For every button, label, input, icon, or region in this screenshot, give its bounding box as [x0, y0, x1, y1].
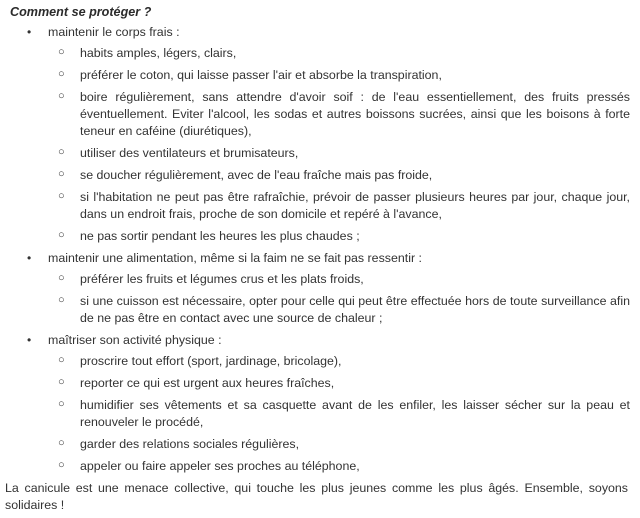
sub-bullet-icon: ○	[58, 272, 65, 284]
list-item	[47, 271, 630, 288]
sub-list	[48, 45, 630, 245]
advice-section	[10, 250, 630, 327]
list-item-text: reporter ce qui est urgent aux heures fraîches,	[80, 376, 335, 390]
list-item	[47, 167, 630, 184]
section-label: maintenir une alimentation, même si la faim ne se fait pas ressentir :	[48, 251, 422, 265]
sub-list	[48, 353, 630, 475]
sub-bullet-icon: ○	[58, 46, 65, 58]
sub-bullet-icon: ○	[58, 90, 65, 102]
sub-bullet-icon: ○	[58, 190, 65, 202]
list-item	[47, 353, 630, 370]
list-item	[47, 228, 630, 245]
sub-bullet-icon: ○	[58, 459, 65, 471]
bullet-icon: •	[27, 25, 32, 39]
sub-bullet-icon: ○	[58, 168, 65, 180]
sub-bullet-icon: ○	[58, 398, 65, 410]
sub-bullet-icon: ○	[58, 229, 65, 241]
closing-paragraph: La canicule est une menace collective, qui touche les plus jeunes comme les plus âgés. Ensemble, soyons solidaires !	[5, 481, 628, 512]
advice-list	[10, 24, 630, 475]
list-item	[47, 89, 630, 140]
bullet-icon: •	[27, 333, 32, 347]
list-item	[47, 436, 630, 453]
sub-bullet-icon: ○	[58, 68, 65, 80]
list-item	[47, 458, 630, 475]
list-item-text: humidifier ses vêtements et sa casquette avant de les enfiler, les laisser sécher sur la peau et renouveler le procédé,	[80, 398, 630, 429]
advice-section	[10, 24, 630, 245]
list-item-text: habits amples, légers, clairs,	[80, 46, 237, 60]
list-item-text: se doucher régulièrement, avec de l'eau fraîche mais pas froide,	[80, 168, 433, 182]
sub-bullet-icon: ○	[58, 376, 65, 388]
section-label: maîtriser son activité physique :	[48, 333, 222, 347]
advice-section	[10, 332, 630, 475]
sub-bullet-icon: ○	[58, 354, 65, 366]
list-item	[47, 45, 630, 62]
list-item-text: garder des relations sociales régulières,	[80, 437, 300, 451]
list-item	[47, 145, 630, 162]
bullet-icon: •	[27, 251, 32, 265]
section-heading: Comment se protéger ?	[10, 5, 152, 19]
list-item-text: préférer les fruits et légumes crus et les plats froids,	[80, 272, 364, 286]
list-item-text: préférer le coton, qui laisse passer l'air et absorbe la transpiration,	[80, 68, 442, 82]
list-item	[47, 397, 630, 431]
list-item	[47, 375, 630, 392]
list-item-text: utiliser des ventilateurs et brumisateurs,	[80, 146, 299, 160]
list-item	[47, 189, 630, 223]
list-item	[47, 67, 630, 84]
list-item-text: proscrire tout effort (sport, jardinage, bricolage),	[80, 354, 342, 368]
list-item-text: si une cuisson est nécessaire, opter pour celle qui peut être effectuée hors de toute surveillance afin de ne pas être en contact avec une source de chaleur ;	[80, 294, 630, 325]
sub-list	[48, 271, 630, 327]
section-label: maintenir le corps frais :	[48, 25, 180, 39]
list-item-text: si l'habitation ne peut pas être rafraîchie, prévoir de passer plusieurs heures par jour, chaque jour, dans un endroit frais, proche de son domicile et repéré à l'avance,	[80, 190, 630, 221]
sub-bullet-icon: ○	[58, 294, 65, 306]
sub-bullet-icon: ○	[58, 437, 65, 449]
list-item-text: ne pas sortir pendant les heures les plus chaudes ;	[80, 229, 360, 243]
list-item	[47, 293, 630, 327]
list-item-text: appeler ou faire appeler ses proches au téléphone,	[80, 459, 360, 473]
sub-bullet-icon: ○	[58, 146, 65, 158]
list-item-text: boire régulièrement, sans attendre d'avoir soif : de l'eau essentiellement, des fruits pressés éventuellement. Eviter l'alcool, les sodas et autres boissons sucrées, ainsi que les boisons à forte teneur en caféine (diurétiques),	[80, 90, 630, 138]
